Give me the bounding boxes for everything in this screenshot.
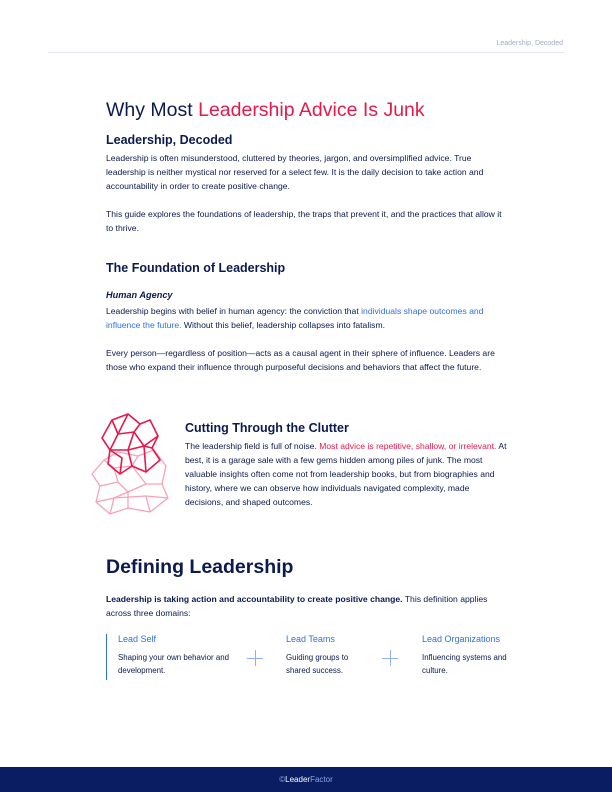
plus-icon: [382, 650, 398, 666]
running-header: Leadership, Decoded: [496, 40, 563, 47]
foundation-paragraph-1: [106, 304, 506, 332]
page-title: [106, 99, 425, 122]
human-agency-subheading: Human Agency: [106, 290, 173, 300]
foundation-highlight: individuals shape outcomes and influence the future.: [106, 306, 484, 330]
definition-bold: Leadership is taking action and accountability to create positive change.: [106, 594, 403, 604]
clutter-heading: Cutting Through the Clutter: [185, 421, 349, 435]
intro-paragraph-1: Leadership is often misunderstood, cluttered by theories, jargon, and oversimplified advice. True leadership is neither mystical nor reserved for a select few. It is the daily decision to take action and accountability in order to create positive change.: [106, 153, 484, 191]
domain-description: Guiding groups to shared success.: [286, 653, 349, 675]
footer-brand: [279, 775, 333, 784]
clutter-text-a: The leadership field is full of noise.: [185, 441, 320, 451]
definition-rest: This definition applies across three domains:: [106, 594, 488, 618]
foundation-heading: The Foundation of Leadership: [106, 261, 286, 275]
defining-title-prefix: Defining: [106, 556, 190, 578]
crumpled-paper-icon: [88, 412, 172, 516]
page-title-accent: Leadership Advice Is Junk: [198, 99, 425, 121]
foundation-text-a: Leadership begins with belief in human agency: the conviction that: [106, 306, 362, 316]
domain-title: Lead Teams: [286, 634, 335, 644]
plus-icon: [247, 650, 263, 666]
clutter-paragraph: [185, 439, 509, 509]
domain-lead-organizations: [422, 634, 517, 677]
clutter-highlight: Most advice is repetitive, shallow, or irrelevant.: [319, 441, 497, 451]
defining-title-bold: Leadership: [189, 556, 294, 578]
foundation-text-b: Without this belief, leadership collapses into fatalism.: [181, 320, 385, 330]
domain-title: Lead Organizations: [422, 634, 501, 644]
foundation-paragraph-2: Every person—regardless of position—acts as a causal agent in their sphere of influence. Leaders are those who expand their influence through purposeful decisions and behaviors that affect the future.: [106, 348, 495, 372]
brand-rest: Factor: [310, 775, 333, 784]
domains-accent-bar: [106, 634, 107, 680]
defining-leadership-title: [106, 556, 293, 579]
domain-description: Shaping your own behavior and development.: [118, 653, 229, 675]
footer-bar: [0, 767, 612, 792]
page-title-prefix: Why Most: [106, 99, 199, 121]
intro-paragraph-2: This guide explores the foundations of leadership, the traps that prevent it, and the practices that allow it to thrive.: [106, 209, 502, 233]
intro-heading: Leadership, Decoded: [106, 133, 233, 147]
header-divider: [48, 52, 564, 53]
domain-lead-self: [118, 634, 230, 677]
definition-paragraph: [106, 592, 506, 620]
domain-description: Influencing systems and culture.: [422, 653, 507, 675]
clutter-text-b: At best, it is a garage sale with a few gems hidden among piles of junk. The most valuable insights often come not from leadership books, but from biographies and history, where we can observe how individuals navigated complexity, made decisions, and shaped outcomes.: [185, 441, 507, 507]
domain-title: Lead Self: [118, 634, 157, 644]
domain-lead-teams: [286, 634, 368, 677]
brand-bold: Leader: [285, 775, 311, 784]
copyright-symbol: ©: [279, 775, 286, 784]
